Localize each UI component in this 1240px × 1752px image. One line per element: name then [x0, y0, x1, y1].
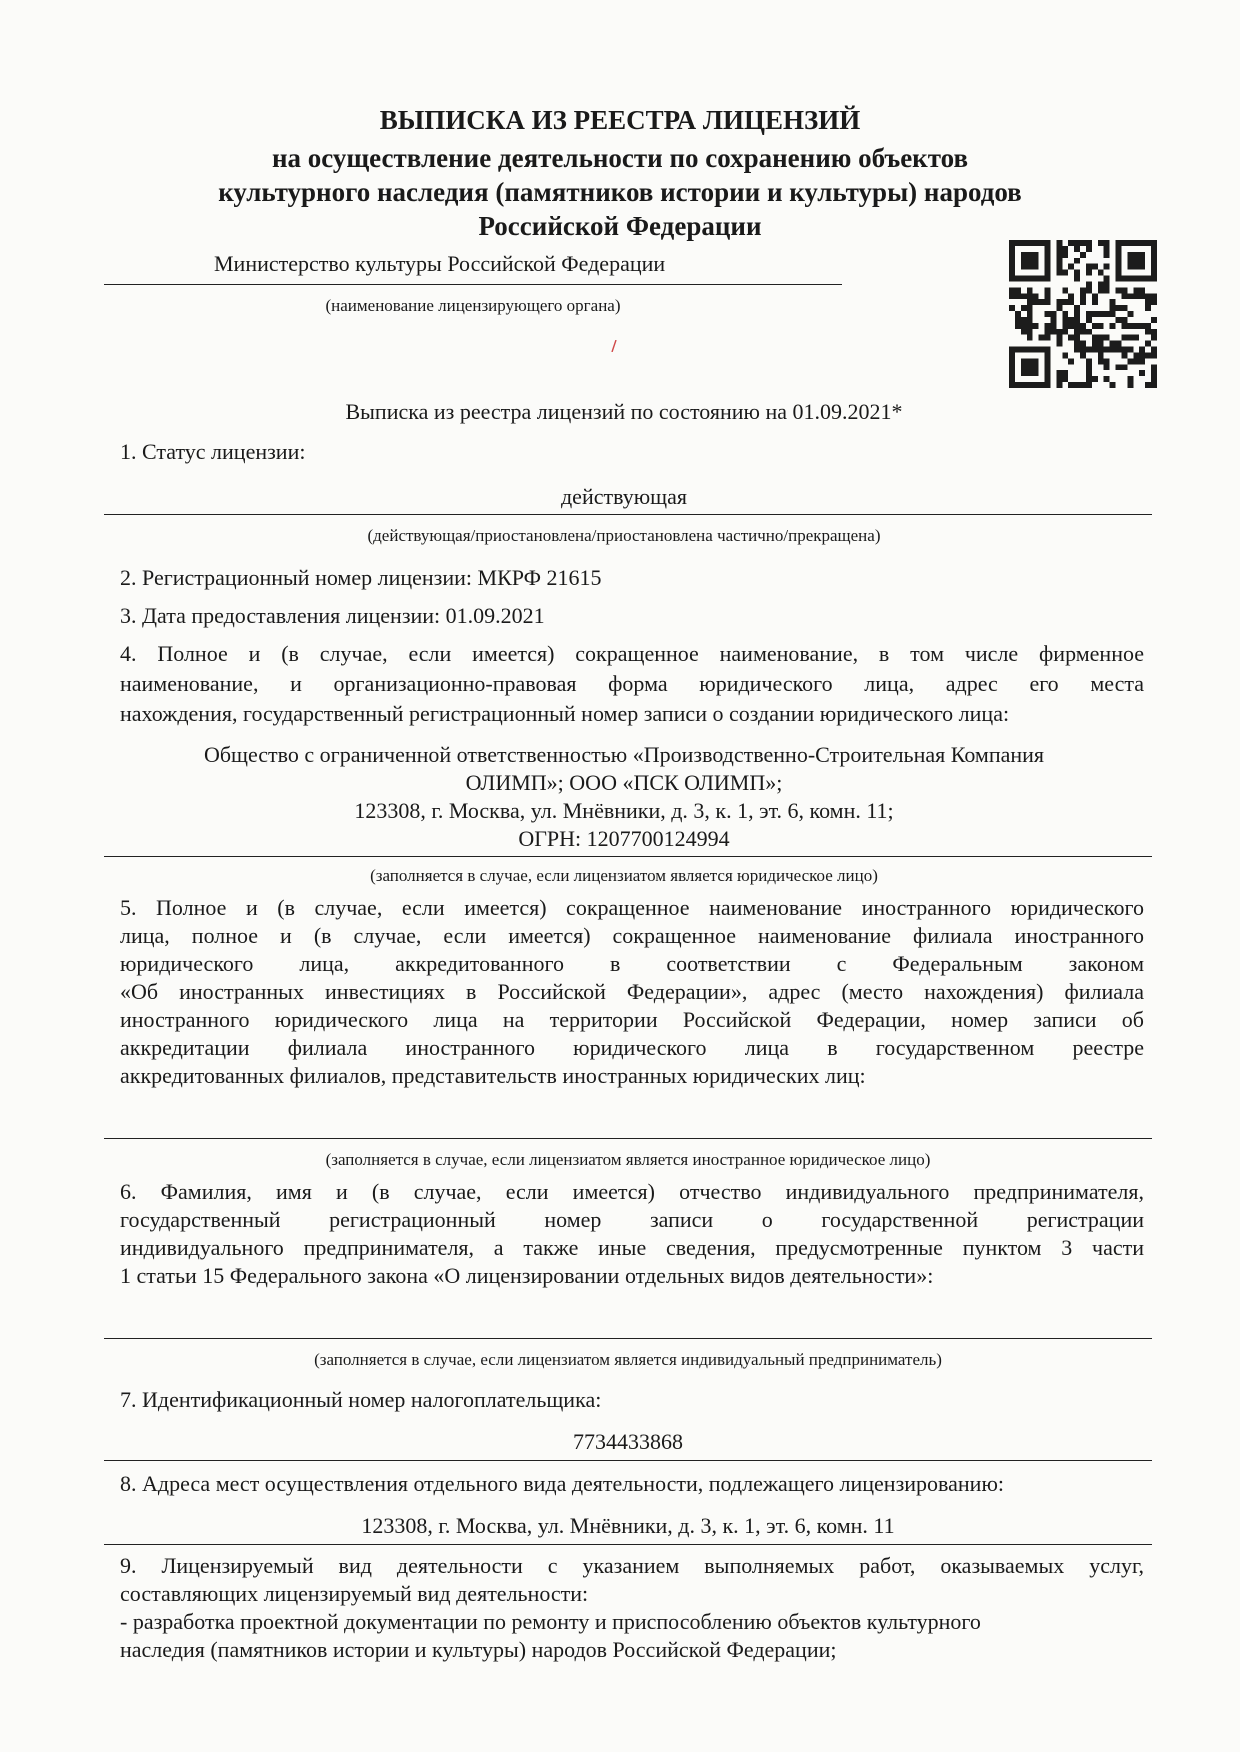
state-line: Выписка из реестра лицензий по состоянию на 01.09.2021* — [345, 399, 903, 424]
entrepreneur-underline — [104, 1338, 1152, 1339]
foreign-entity-underline — [104, 1138, 1152, 1139]
section-5-line-5: иностранного юридического лица на территории Российской Федерации, номер записи об — [120, 1007, 1144, 1032]
company-name-line-2: ОЛИМП»; ООО «ПСК ОЛИМП»; — [465, 770, 783, 795]
section-9-line-4: наследия (памятников истории и культуры) народов Российской Федерации; — [120, 1637, 837, 1662]
company-underline — [104, 856, 1152, 857]
section-5-line-1: 5. Полное и (в случае, если имеется) сокращенное наименование иностранного юридического — [120, 895, 1144, 920]
activity-address-underline — [104, 1544, 1152, 1545]
section-6-line-1: 6. Фамилия, имя и (в случае, если имеется) отчество индивидуального предпринимателя, — [120, 1179, 1144, 1204]
document-subtitle-line-3: Российской Федерации — [478, 211, 762, 241]
section-8-label: 8. Адреса мест осуществления отдельного вида деятельности, подлежащего лицензированию: — [120, 1471, 1004, 1496]
section-4-line-1: 4. Полное и (в случае, если имеется) сокращенное наименование, в том числе фирменное — [120, 641, 1144, 666]
document-subtitle-line-2: культурного наследия (памятников истории и культуры) народов — [218, 177, 1022, 207]
legal-entity-note: (заполняется в случае, если лицензиатом является юридическое лицо) — [370, 866, 878, 885]
entrepreneur-note: (заполняется в случае, если лицензиатом является индивидуальный предприниматель) — [314, 1350, 942, 1369]
company-address: 123308, г. Москва, ул. Мнёвники, д. 3, к. 1, эт. 6, комн. 11; — [354, 798, 894, 823]
section-9-line-2: составляющих лицензируемый вид деятельности: — [120, 1581, 589, 1606]
foreign-entity-note: (заполняется в случае, если лицензиатом является иностранное юридическое лицо) — [325, 1150, 931, 1169]
authority-underline — [104, 284, 842, 285]
status-underline — [104, 514, 1152, 515]
section-5-line-3: юридического лица, аккредитованного в соответствии с Федеральным законом — [120, 951, 1144, 976]
registration-number: 2. Регистрационный номер лицензии: МКРФ 21615 — [120, 565, 602, 590]
status-note: (действующая/приостановлена/приостановлена частично/прекращена) — [367, 526, 881, 545]
document-subtitle-line-1: на осуществление деятельности по сохранению объектов — [271, 143, 969, 173]
activity-address: 123308, г. Москва, ул. Мнёвники, д. 3, к. 1, эт. 6, комн. 11 — [361, 1513, 895, 1538]
issue-date: 3. Дата предоставления лицензии: 01.09.2021 — [120, 603, 545, 628]
licensing-authority: Министерство культуры Российской Федерации — [214, 251, 666, 276]
section-4-line-3: нахождения, государственный регистрационный номер записи о создании юридического лица: — [120, 701, 1010, 726]
inn-underline — [104, 1460, 1152, 1461]
qr-code-icon — [1009, 240, 1157, 388]
ink-mark — [610, 340, 618, 352]
section-4-line-2: наименование, и организационно-правовая форма юридического лица, адрес его места — [120, 671, 1144, 696]
section-9-line-1: 9. Лицензируемый вид деятельности с указанием выполняемых работ, оказываемых услуг, — [120, 1553, 1144, 1578]
inn-value: 7734433868 — [573, 1429, 683, 1454]
section-5-line-7: аккредитованных филиалов, представительств иностранных юридических лиц: — [120, 1063, 866, 1088]
section-1-label: 1. Статус лицензии: — [120, 439, 306, 464]
section-7-label: 7. Идентификационный номер налогоплательщика: — [120, 1387, 602, 1412]
section-5-line-4: «Об иностранных инвестициях в Российской Федерации», адрес (место нахождения) филиала — [120, 979, 1144, 1004]
license-status-value: действующая — [560, 484, 687, 509]
document-title: ВЫПИСКА ИЗ РЕЕСТРА ЛИЦЕНЗИЙ — [379, 105, 861, 135]
section-9-line-3: - разработка проектной документации по ремонту и приспособлению объектов культурного — [120, 1609, 981, 1634]
section-6-line-4: 1 статьи 15 Федерального закона «О лицензировании отдельных видов деятельности»: — [120, 1263, 934, 1288]
section-6-line-3: индивидуального предпринимателя, а также иные сведения, предусмотренные пунктом 3 части — [120, 1235, 1144, 1260]
company-name-line-1: Общество с ограниченной ответственностью «Производственно-Строительная Компания — [203, 742, 1045, 767]
authority-note: (наименование лицензирующего органа) — [325, 296, 621, 315]
section-5-line-2: лица, полное и (в случае, если имеется) сокращенное наименование филиала иностранного — [120, 923, 1144, 948]
section-6-line-2: государственный регистрационный номер записи о государственной регистрации — [120, 1207, 1144, 1232]
section-5-line-6: аккредитации филиала иностранного юридического лица в государственном реестре — [120, 1035, 1144, 1060]
company-ogrn: ОГРН: 1207700124994 — [518, 826, 730, 851]
